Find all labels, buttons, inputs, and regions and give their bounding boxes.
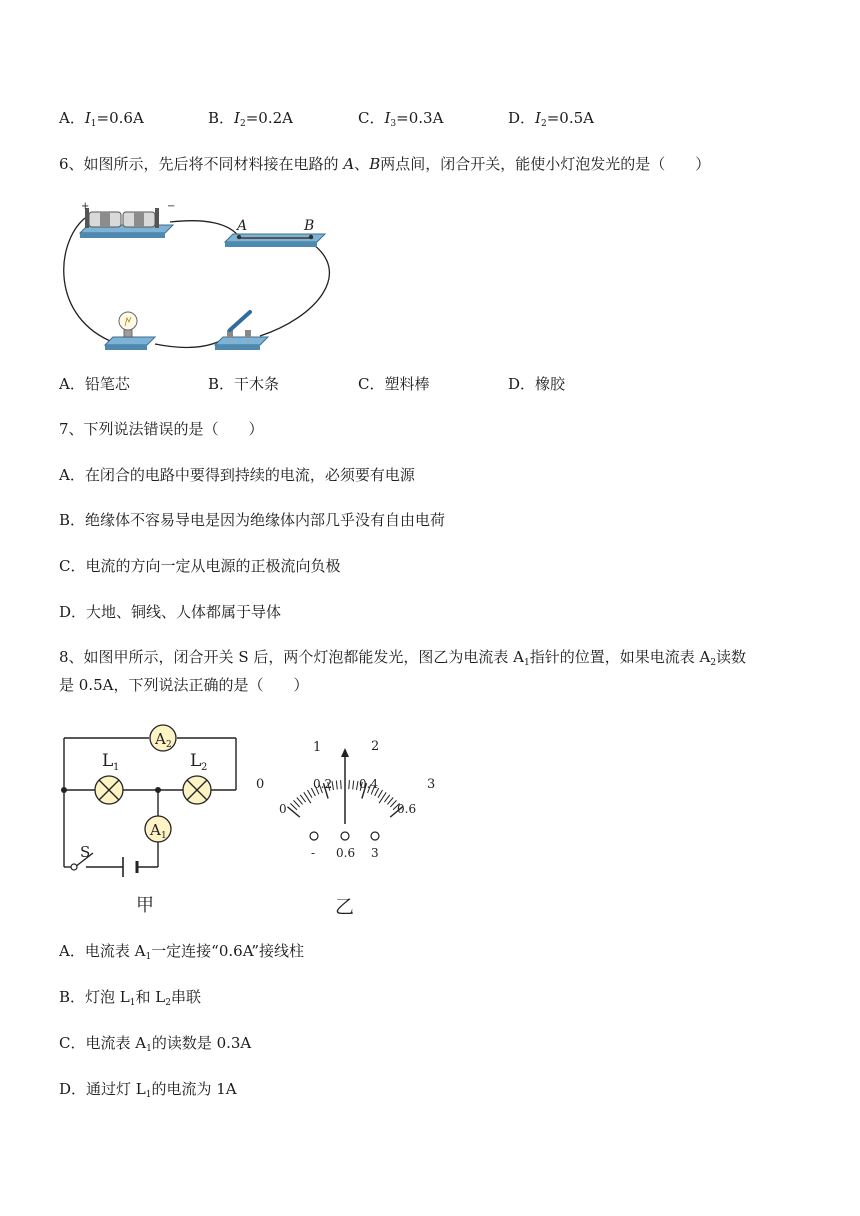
dial-tick xyxy=(297,798,303,805)
terminal-0-6 xyxy=(341,832,349,840)
q5-option-c xyxy=(358,108,443,134)
dial-outer-label-2: 2 xyxy=(371,739,380,754)
dial-tick xyxy=(387,798,393,805)
dial-inner-label-1: 0.2 xyxy=(313,777,333,791)
option-variable: I xyxy=(234,109,240,127)
q8-stem-sub2: 2 xyxy=(710,658,717,668)
q5-option-b xyxy=(208,108,293,134)
dial-tick xyxy=(378,790,383,798)
lamp-l2 xyxy=(183,776,211,804)
option-subscript: 1 xyxy=(146,1044,152,1054)
option-letter: D． xyxy=(508,109,536,127)
option-subscript: 1 xyxy=(90,119,97,129)
dial-inner-label-0: 0 xyxy=(279,802,287,816)
dial-tick xyxy=(332,781,334,790)
option-text: 铅笔芯 xyxy=(84,375,130,393)
q8-stem-sub1: 1 xyxy=(523,658,530,668)
dial-tick xyxy=(390,800,396,807)
option-letter: A． xyxy=(59,375,85,393)
option-text-mid: 和 L xyxy=(135,988,166,1006)
option-text-end: 串联 xyxy=(170,988,201,1006)
option-letter: C． xyxy=(358,109,385,127)
option-text: B．灯泡 L xyxy=(59,988,130,1006)
option-subscript: 1 xyxy=(145,1090,152,1100)
option-subscript-2: 2 xyxy=(165,998,171,1008)
q6-option-c xyxy=(358,374,430,394)
option-subscript: 1 xyxy=(129,998,136,1008)
lamp-l2-subscript: 2 xyxy=(201,762,208,773)
lamp-l1 xyxy=(95,776,123,804)
option-text: D．通过灯 L xyxy=(59,1080,146,1098)
figure-caption-jia: 甲 xyxy=(136,895,154,916)
option-letter: D． xyxy=(508,375,536,393)
point-a-label: A xyxy=(343,155,355,173)
option-variable: I xyxy=(84,109,91,127)
dial-tick xyxy=(341,780,342,789)
option-text-end: 的电流为 1A xyxy=(151,1080,237,1098)
q8-stem-line2: 是 0.5A，下列说法正确的是（ ） xyxy=(59,676,309,694)
ammeter-a1-label: A xyxy=(150,821,161,839)
terminal-label-negative: - xyxy=(311,846,316,860)
option-value: =0.2A xyxy=(245,109,293,127)
bulb-base xyxy=(105,312,155,350)
option-subscript: 3 xyxy=(390,119,397,129)
ab-strip xyxy=(225,234,325,247)
q6-stem-text: 6、如图所示，先后将不同材料接在电路的 xyxy=(59,155,344,173)
switch-contact xyxy=(71,864,77,870)
q7-option-d: D．大地、铜线、人体都属于导体 xyxy=(59,603,282,621)
dial-inner-label-2: 0.4 xyxy=(359,777,379,791)
option-variable: I xyxy=(535,109,541,127)
dial-tick xyxy=(336,781,337,790)
figure-caption-yi: 乙 xyxy=(335,896,355,918)
q8-stem-text: 8、如图甲所示，闭合开关 S 后，两个灯泡都能发光，图乙为电流表 A xyxy=(59,648,524,666)
q6-stem xyxy=(59,154,710,174)
option-text: A．电流表 A xyxy=(59,942,146,960)
q6-stem-text-end: 两点间，闭合开关，能使小灯泡发光的是（ ） xyxy=(380,155,711,173)
q6-stem-sep: 、 xyxy=(354,155,370,173)
q6-option-d xyxy=(508,374,565,394)
q7-option-a: A．在闭合的电路中要得到持续的电流，必须要有电源 xyxy=(59,466,415,484)
lamp-l1-label: L xyxy=(102,751,114,771)
q5-option-a xyxy=(59,108,144,134)
dial-tick xyxy=(290,804,297,810)
lamp-l1-subscript: 1 xyxy=(113,762,120,773)
dial-outer-label-3: 3 xyxy=(427,777,436,792)
strip-label-a: A xyxy=(237,218,248,234)
switch-base xyxy=(215,312,268,350)
dial-tick xyxy=(294,800,300,807)
strip-label-b: B xyxy=(304,218,315,234)
option-letter: A． xyxy=(59,109,85,127)
option-value: =0.6A xyxy=(96,109,144,127)
wire-top xyxy=(170,221,240,238)
terminal-label-3: 3 xyxy=(371,846,379,860)
q7-stem: 7、下列说法错误的是（ ） xyxy=(59,420,264,438)
option-variable: I xyxy=(384,109,391,127)
q5-option-d xyxy=(508,108,594,134)
ammeter-dial-figure xyxy=(250,730,450,920)
dial-tick xyxy=(357,781,359,790)
q6-circuit-figure xyxy=(55,198,340,356)
option-value: =0.3A xyxy=(396,109,444,127)
dial-tick xyxy=(288,807,300,817)
option-text: 塑料棒 xyxy=(384,375,430,393)
q8-stem-text-end: 读数 xyxy=(716,648,747,666)
ammeter-a2-subscript: 2 xyxy=(166,740,172,750)
q6-option-b xyxy=(208,374,279,394)
option-subscript: 1 xyxy=(145,952,152,962)
option-letter: B． xyxy=(208,375,235,393)
option-letter: C． xyxy=(358,375,385,393)
wire-bottom xyxy=(155,341,220,348)
terminal-negative xyxy=(310,832,318,840)
q7-option-c: C．电流的方向一定从电源的正极流向负极 xyxy=(59,557,341,575)
lamp-l2-label: L xyxy=(190,751,202,771)
q8-option-b xyxy=(59,987,201,1013)
option-text-end: 的读数是 0.3A xyxy=(151,1034,252,1052)
dial-tick xyxy=(308,790,313,798)
dial-tick xyxy=(300,795,305,802)
junction-left xyxy=(61,787,67,793)
q8-option-a xyxy=(59,941,304,967)
battery-minus-label: − xyxy=(167,201,176,212)
option-subscript: 2 xyxy=(540,119,547,129)
junction-middle xyxy=(155,787,161,793)
q8-circuit-diagram xyxy=(55,718,245,918)
q8-option-c xyxy=(59,1033,251,1059)
point-b-label: B xyxy=(369,155,381,173)
battery-plus-label: + xyxy=(81,201,90,212)
battery-holder xyxy=(80,208,173,238)
switch-s-label: S xyxy=(80,843,91,861)
dial-tick xyxy=(353,781,354,790)
dial-inner-label-3: 0.6 xyxy=(397,802,417,816)
option-subscript: 2 xyxy=(239,119,246,129)
q6-option-a xyxy=(59,374,130,394)
dial-outer-label-0: 0 xyxy=(256,777,265,792)
option-text: 干木条 xyxy=(234,375,280,393)
terminal-label-0-6: 0.6 xyxy=(336,846,356,860)
q8-stem-text-mid: 指针的位置，如果电流表 A xyxy=(529,648,711,666)
q8-stem-line1 xyxy=(59,647,746,673)
q8-option-d xyxy=(59,1079,237,1105)
ammeter-a2-label: A xyxy=(155,730,166,748)
option-text-end: 一定连接“0.6A”接线柱 xyxy=(151,942,304,960)
option-letter: B． xyxy=(208,109,235,127)
option-value: =0.5A xyxy=(546,109,594,127)
option-text: C．电流表 A xyxy=(59,1034,147,1052)
dial-outer-label-1: 1 xyxy=(313,740,322,755)
dial-pointer-head xyxy=(341,748,349,757)
dial-tick xyxy=(349,780,350,789)
ammeter-a1-subscript: 1 xyxy=(161,831,167,841)
terminal-3 xyxy=(371,832,379,840)
q7-option-b: B．绝缘体不容易导电是因为绝缘体内部几乎没有自由电荷 xyxy=(59,511,446,529)
dial-tick xyxy=(384,795,389,802)
wire-right xyxy=(260,242,329,336)
option-text: 橡胶 xyxy=(535,375,566,393)
